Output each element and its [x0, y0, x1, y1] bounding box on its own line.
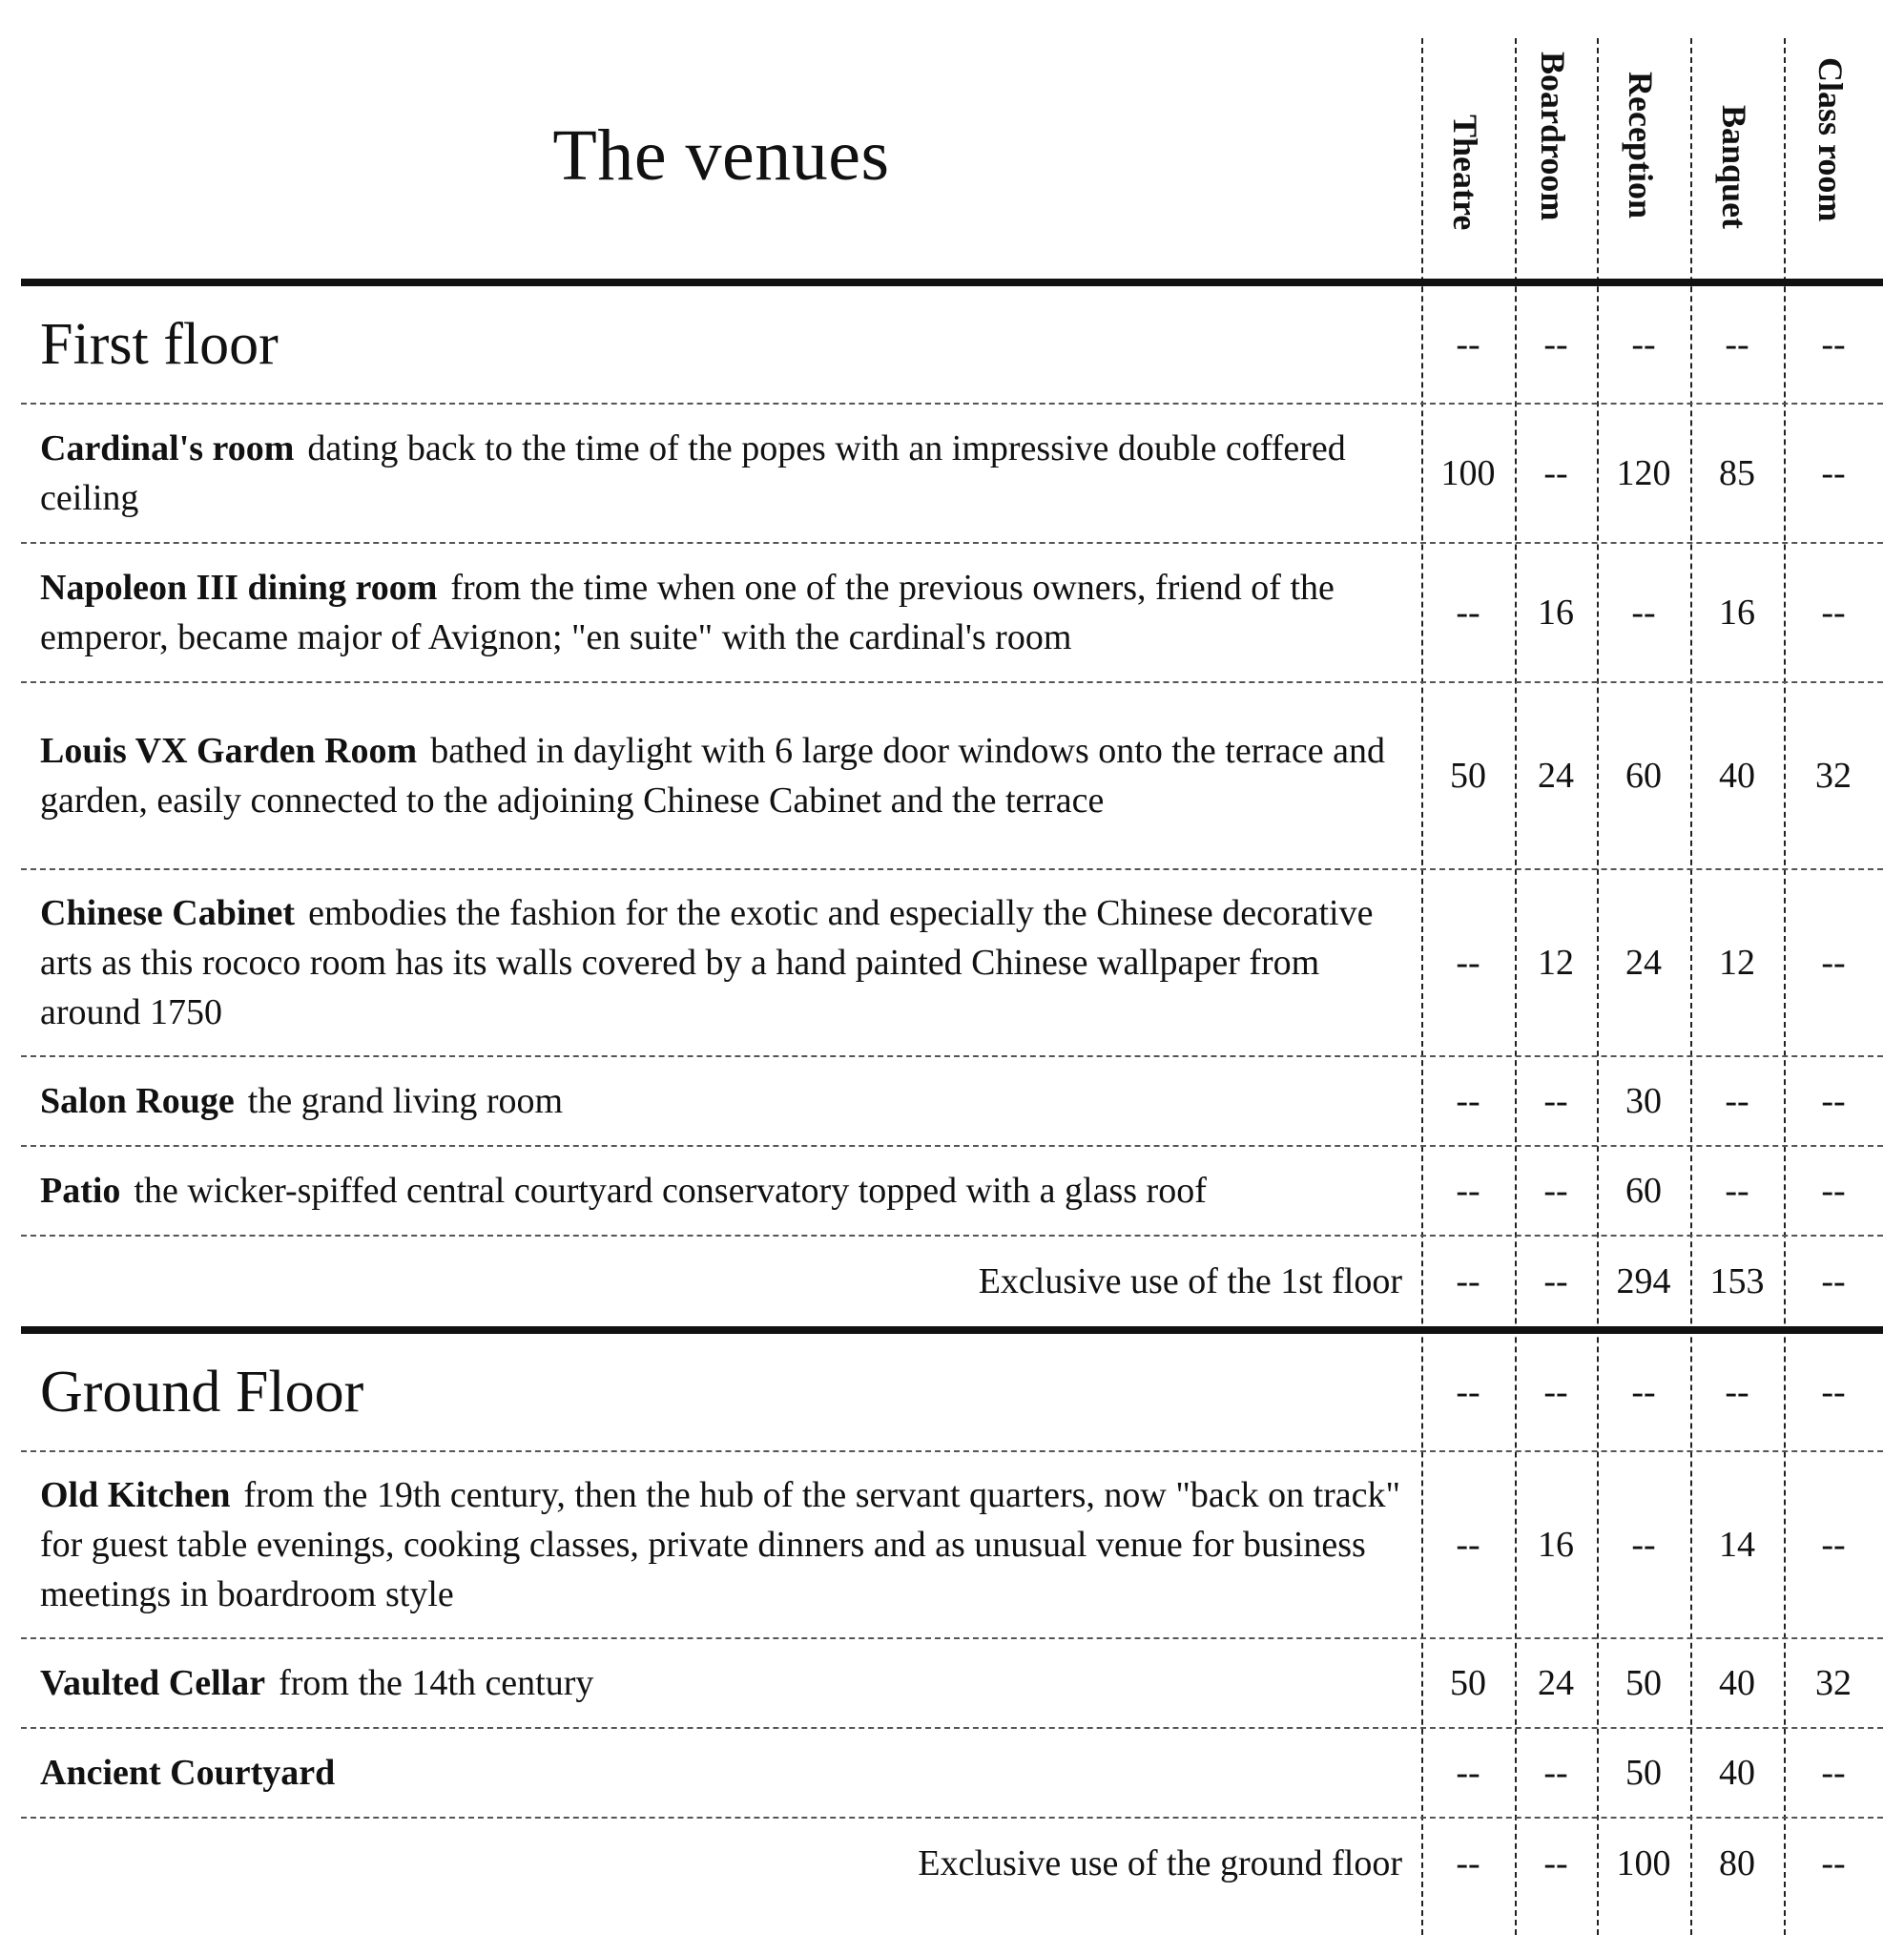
cell-banquet: 80: [1719, 1843, 1755, 1883]
cell-boardroom: --: [1543, 1261, 1568, 1301]
room-description: from the time when one of the previous owners, friend of the emperor, became major of Avignon; "en suite" with the cardinal's room: [40, 568, 1335, 657]
cell-class-room: --: [1821, 324, 1846, 364]
cell-class-room: --: [1821, 1171, 1846, 1211]
cell-banquet: 40: [1719, 1753, 1755, 1793]
cell-reception: --: [1631, 1372, 1656, 1412]
table-row: [21, 683, 1883, 870]
room-description: the wicker-spiffed central courtyard conservatory topped with a glass roof: [134, 1171, 1207, 1211]
table-row: [21, 405, 1883, 544]
room-description: from the 19th century, then the hub of the servant quarters, now "back on track" for guest table evenings, cooking classes, private dinners and as unusual venue for business meetings in boardroom style: [40, 1475, 1401, 1614]
cell-reception: --: [1631, 324, 1656, 364]
room-label: [40, 424, 1404, 523]
cell-class-room: --: [1821, 453, 1846, 493]
cell-banquet: 40: [1719, 1663, 1755, 1703]
cell-theatre: --: [1456, 593, 1480, 633]
cell-class-room: --: [1821, 1081, 1846, 1121]
room-description: dating back to the time of the popes with an impressive double coffered ceiling: [40, 428, 1346, 518]
room-label: [40, 1658, 1404, 1708]
cell-class-room: --: [1821, 1753, 1846, 1793]
column-header-theatre: Theatre: [1446, 114, 1484, 231]
cell-class-room: --: [1821, 1843, 1846, 1883]
cell-theatre: --: [1456, 1753, 1480, 1793]
room-name: Old Kitchen: [40, 1475, 231, 1515]
cell-banquet: 12: [1719, 943, 1755, 983]
cell-banquet: --: [1725, 1171, 1749, 1211]
room-name: Salon Rouge: [40, 1081, 235, 1121]
cell-theatre: --: [1456, 1081, 1480, 1121]
cell-reception: 50: [1625, 1753, 1662, 1793]
cell-reception: 294: [1616, 1261, 1671, 1301]
total-row: [21, 1819, 1883, 1908]
cell-reception: --: [1631, 1525, 1656, 1565]
table-row: [21, 1147, 1883, 1237]
cell-reception: --: [1631, 593, 1656, 633]
cell-boardroom: 24: [1538, 1663, 1574, 1703]
cell-theatre: --: [1456, 1372, 1480, 1412]
room-description: embodies the fashion for the exotic and especially the Chinese decorative arts as this rococo room has its walls covered by a hand painted Chinese wallpaper from around 1750: [40, 893, 1374, 1032]
cell-banquet: --: [1725, 1081, 1749, 1121]
cell-banquet: 14: [1719, 1525, 1755, 1565]
cell-boardroom: 12: [1538, 943, 1574, 983]
venues-table: [21, 0, 1883, 1935]
total-label: Exclusive use of the 1st floor: [978, 1261, 1402, 1301]
cell-theatre: --: [1456, 1261, 1480, 1301]
cell-banquet: --: [1725, 324, 1749, 364]
section-divider: [21, 279, 1883, 286]
table-row: [21, 544, 1883, 683]
section-heading: First floor: [40, 312, 279, 377]
cell-theatre: --: [1456, 1843, 1480, 1883]
cell-banquet: 153: [1709, 1261, 1765, 1301]
cell-theatre: 100: [1440, 453, 1496, 493]
cell-theatre: --: [1456, 1525, 1480, 1565]
cell-boardroom: --: [1543, 1753, 1568, 1793]
room-name: Napoleon III dining room: [40, 568, 438, 608]
cell-class-room: --: [1821, 1261, 1846, 1301]
room-name: Patio: [40, 1171, 121, 1211]
cell-boardroom: --: [1543, 453, 1568, 493]
room-label: [40, 563, 1404, 662]
total-label: Exclusive use of the ground floor: [918, 1843, 1402, 1883]
room-name: Ancient Courtyard: [40, 1753, 336, 1793]
cell-boardroom: --: [1543, 324, 1568, 364]
cell-class-room: --: [1821, 1372, 1846, 1412]
page-title: The venues: [552, 115, 890, 196]
cell-class-room: 32: [1815, 756, 1852, 796]
table-header: [21, 0, 1883, 286]
cell-theatre: 50: [1450, 756, 1486, 796]
cell-boardroom: 24: [1538, 756, 1574, 796]
cell-theatre: --: [1456, 1171, 1480, 1211]
room-label: [40, 1748, 1404, 1798]
cell-boardroom: 16: [1538, 1525, 1574, 1565]
room-label: [40, 888, 1404, 1037]
cell-boardroom: --: [1543, 1372, 1568, 1412]
table-row: [21, 1729, 1883, 1819]
room-name: Cardinal's room: [40, 428, 295, 468]
cell-banquet: --: [1725, 1372, 1749, 1412]
cell-reception: 100: [1616, 1843, 1671, 1883]
cell-boardroom: --: [1543, 1081, 1568, 1121]
room-description: the grand living room: [247, 1081, 564, 1121]
section-heading: Ground Floor: [40, 1360, 364, 1425]
column-header-boardroom: Boardroom: [1534, 52, 1572, 221]
cell-boardroom: --: [1543, 1843, 1568, 1883]
section-heading-row: [21, 1334, 1883, 1452]
table-row: [21, 1452, 1883, 1639]
total-row: [21, 1237, 1883, 1326]
column-header-reception: Reception: [1622, 72, 1660, 218]
cell-banquet: 16: [1719, 593, 1755, 633]
room-label: [40, 1076, 1404, 1126]
cell-banquet: 40: [1719, 756, 1755, 796]
cell-banquet: 85: [1719, 453, 1755, 493]
column-header-banquet: Banquet: [1715, 105, 1753, 230]
cell-reception: 24: [1625, 943, 1662, 983]
room-description: from the 14th century: [279, 1663, 594, 1703]
cell-class-room: --: [1821, 593, 1846, 633]
room-name: Louis VX Garden Room: [40, 731, 418, 771]
room-name: Chinese Cabinet: [40, 893, 296, 933]
table-row: [21, 1639, 1883, 1729]
cell-reception: 60: [1625, 756, 1662, 796]
room-label: [40, 1470, 1404, 1619]
column-header-class-room: Class room: [1811, 57, 1850, 222]
cell-reception: 60: [1625, 1171, 1662, 1211]
cell-class-room: 32: [1815, 1663, 1852, 1703]
table-row: [21, 870, 1883, 1057]
cell-reception: 30: [1625, 1081, 1662, 1121]
cell-class-room: --: [1821, 943, 1846, 983]
cell-class-room: --: [1821, 1525, 1846, 1565]
room-label: [40, 726, 1404, 825]
room-name: Vaulted Cellar: [40, 1663, 266, 1703]
cell-theatre: --: [1456, 943, 1480, 983]
cell-reception: 120: [1616, 453, 1671, 493]
cell-reception: 50: [1625, 1663, 1662, 1703]
section-heading-row: [21, 286, 1883, 405]
table-row: [21, 1057, 1883, 1147]
room-description: bathed in daylight with 6 large door windows onto the terrace and garden, easily connected to the adjoining Chinese Cabinet and the terrace: [40, 731, 1385, 821]
cell-boardroom: --: [1543, 1171, 1568, 1211]
cell-theatre: --: [1456, 324, 1480, 364]
cell-theatre: 50: [1450, 1663, 1486, 1703]
room-label: [40, 1166, 1404, 1216]
cell-boardroom: 16: [1538, 593, 1574, 633]
section-divider: [21, 1326, 1883, 1334]
